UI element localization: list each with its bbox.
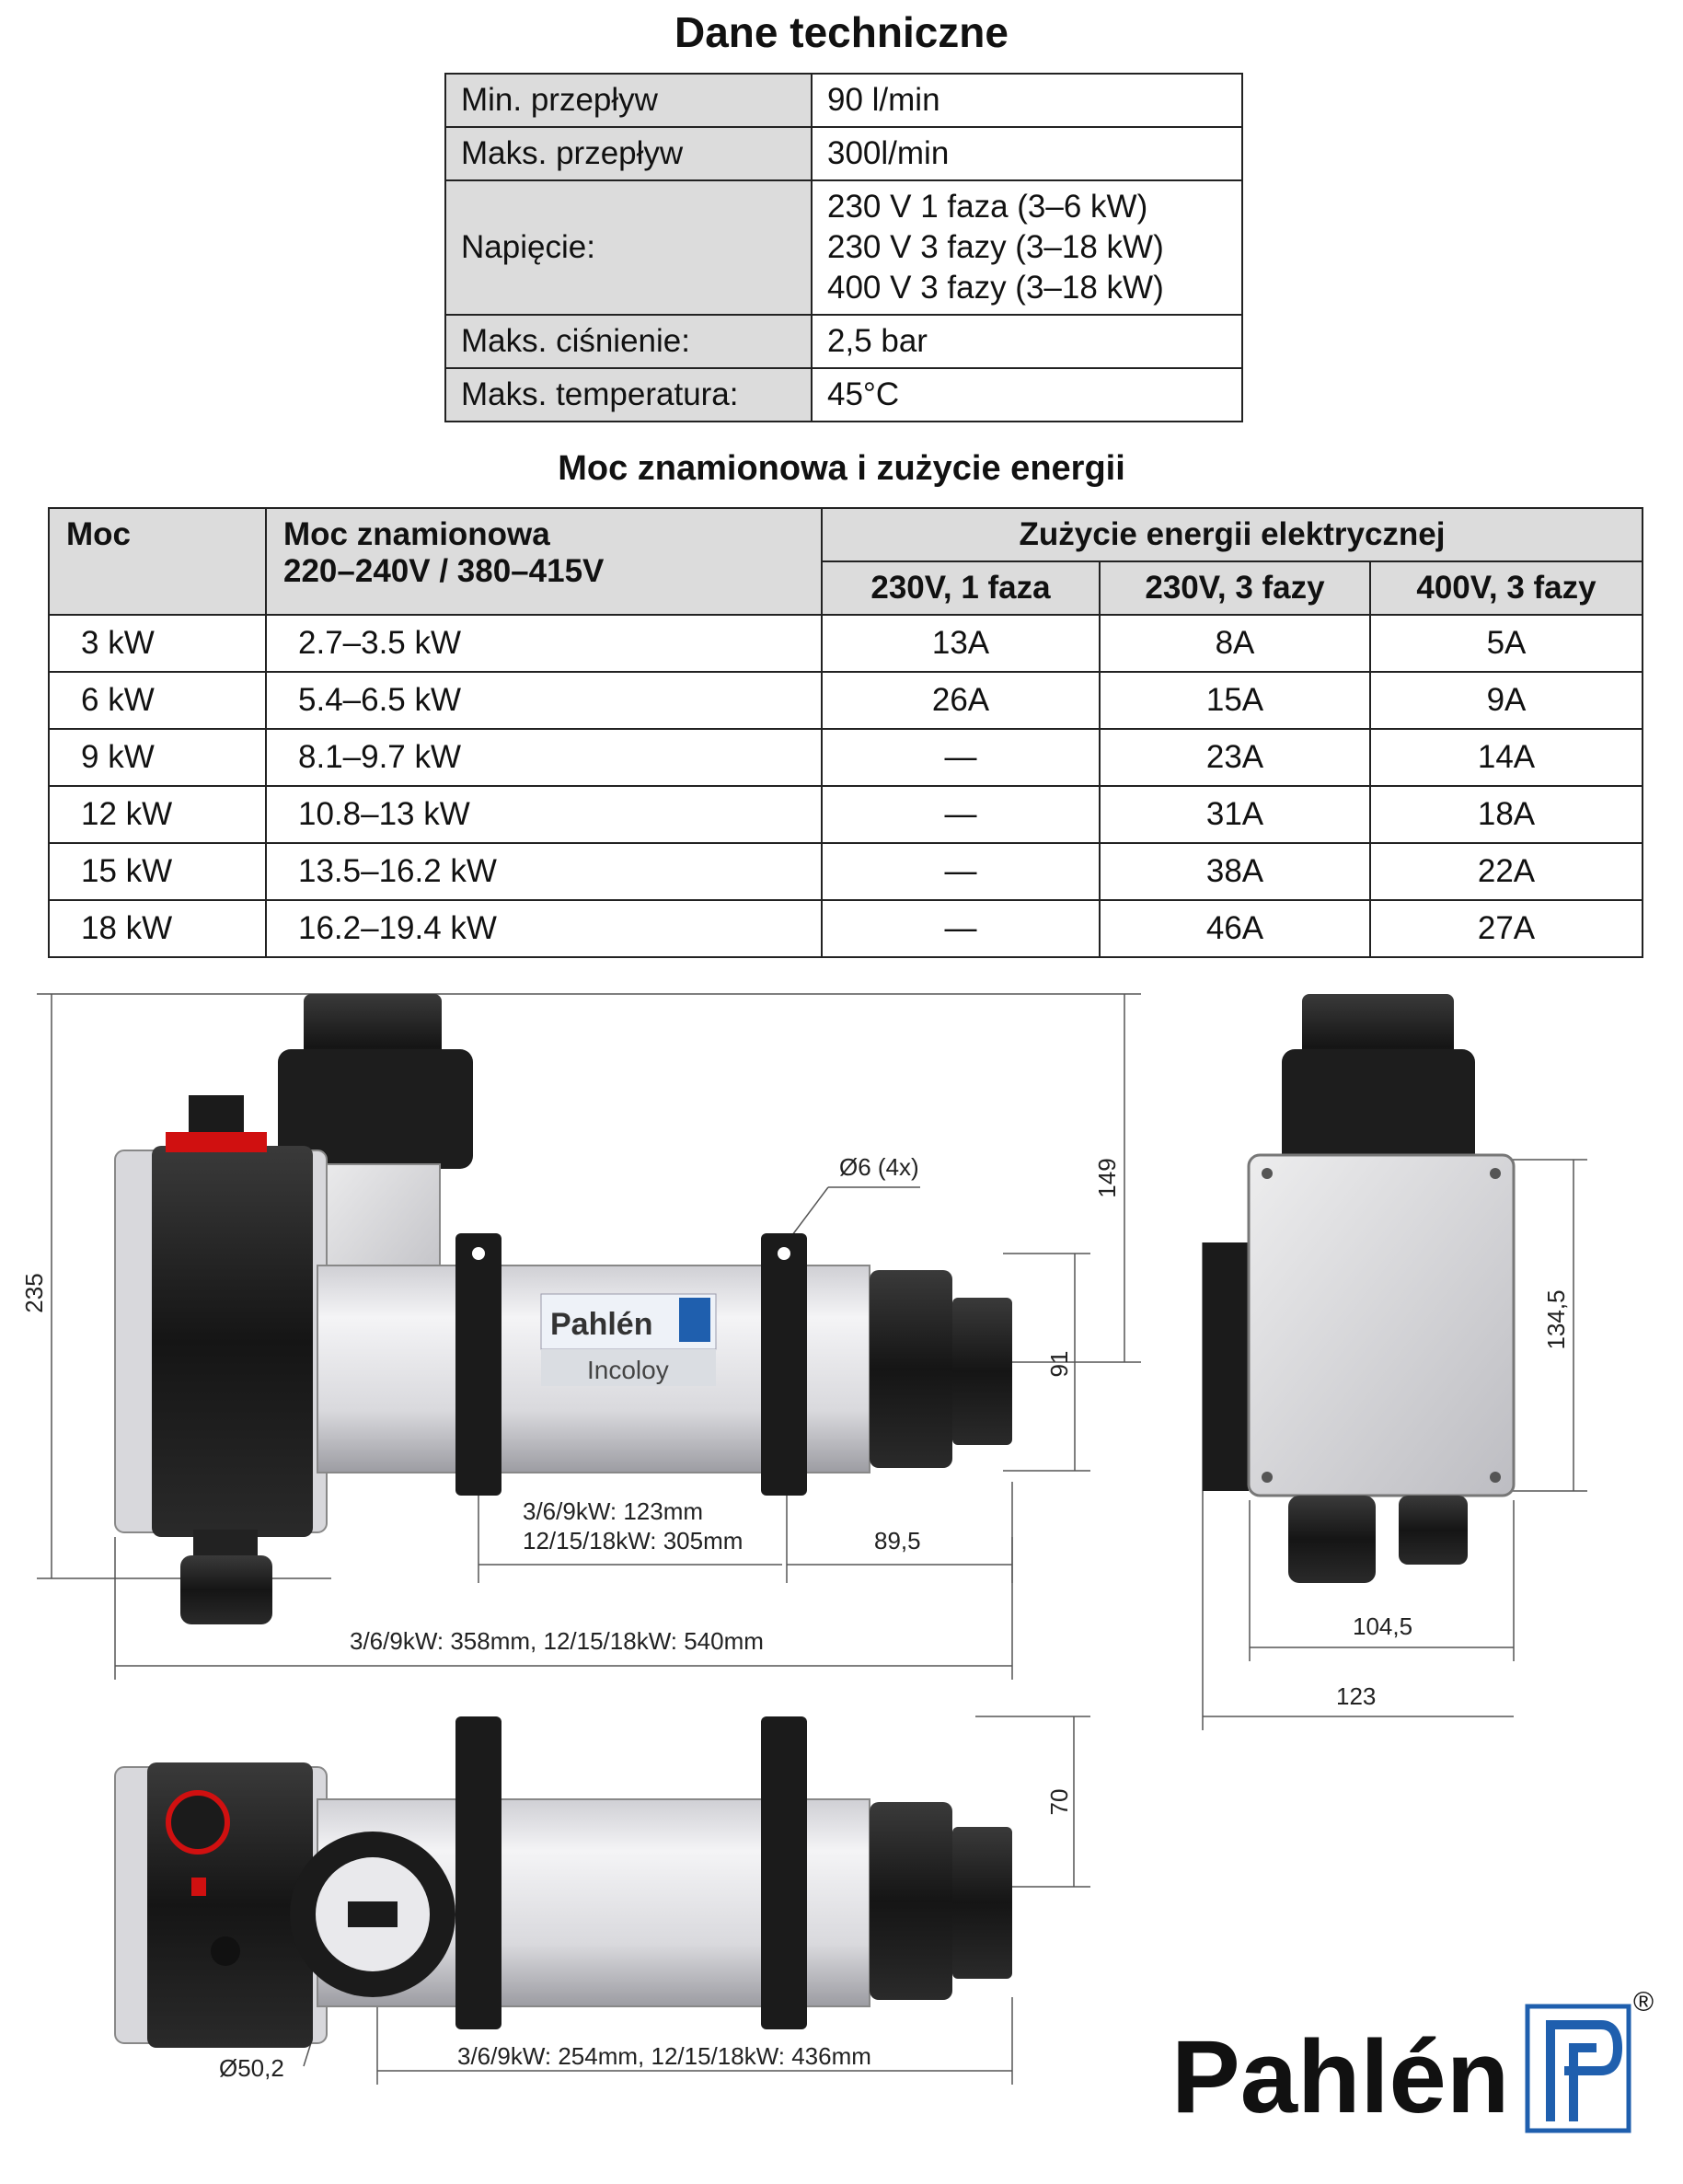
spec-row [445,315,1242,368]
power-consumption-table [48,507,1643,958]
col-header-rated [266,508,822,615]
cell-moc: 18 kW [49,900,266,957]
dim-134-5: 134,5 [1542,1289,1570,1350]
cell-3phase-230: 38A [1100,843,1370,900]
dim-91: 91 [1045,1350,1073,1378]
tube-brand-label: Pahlén [550,1307,653,1342]
power-row [49,786,1643,843]
col-header-3phase-400: 400V, 3 fazy [1370,561,1643,615]
cell-rated: 16.2–19.4 kW [266,900,822,957]
technical-data-table [444,73,1243,422]
cell-moc: 9 kW [49,729,266,786]
power-row [49,729,1643,786]
dim-total-length: 3/6/9kW: 358mm, 12/15/18kW: 540mm [350,1627,764,1655]
cell-1phase-230: — [822,729,1100,786]
spec-value-line: 45°C [827,376,900,412]
dim-89-5: 89,5 [874,1527,921,1554]
cell-1phase-230: — [822,900,1100,957]
spec-value [812,368,1242,422]
spec-value-line: 90 l/min [827,82,940,118]
spec-value [812,180,1242,315]
cell-1phase-230: — [822,786,1100,843]
spec-value-line: 300l/min [827,135,950,171]
power-row [49,900,1643,957]
power-table-title: Moc znamionowa i zużycie energii [558,449,1125,488]
spec-value [812,315,1242,368]
cell-rated: 5.4–6.5 kW [266,672,822,729]
col-header-moc: Moc [49,508,266,615]
front-view-drawing [20,994,1141,1680]
spec-label: Maks. przepływ [445,127,812,180]
spec-label: Napięcie: [445,180,812,315]
pahlen-logo [1171,1987,1654,2134]
rated-header-line2: 220–240V / 380–415V [283,553,605,589]
cell-moc: 6 kW [49,672,266,729]
tube-material-label: Incoloy [587,1356,669,1384]
spec-value-line: 2,5 bar [827,323,928,359]
dim-235: 235 [20,1273,48,1313]
logo-wordmark: Pahlén [1171,2019,1510,2134]
cell-3phase-400: 5A [1370,615,1643,672]
spec-value [812,127,1242,180]
registered-mark: ® [1633,1987,1654,2017]
spec-value-line: 230 V 3 fazy (3–18 kW) [827,229,1164,265]
spec-value-line: 230 V 1 faza (3–6 kW) [827,189,1148,225]
cell-rated: 2.7–3.5 kW [266,615,822,672]
cell-1phase-230: 26A [822,672,1100,729]
cell-moc: 15 kW [49,843,266,900]
cell-1phase-230: — [822,843,1100,900]
cell-3phase-230: 23A [1100,729,1370,786]
cell-3phase-400: 9A [1370,672,1643,729]
dim-length-top: 3/6/9kW: 254mm, 12/15/18kW: 436mm [457,2042,871,2070]
cell-3phase-400: 22A [1370,843,1643,900]
spec-row [445,368,1242,422]
cell-moc: 3 kW [49,615,266,672]
cell-3phase-230: 15A [1100,672,1370,729]
power-row [49,843,1643,900]
spec-row [445,74,1242,127]
technical-drawings [0,966,1683,2184]
side-view-drawing [1203,994,1587,1730]
spec-label: Maks. ciśnienie: [445,315,812,368]
dim-50-2: Ø50,2 [219,2054,284,2082]
col-header-1phase-230: 230V, 1 faza [822,561,1100,615]
dim-hole-diameter: Ø6 (4x) [839,1153,919,1181]
spec-value-line: 400 V 3 fazy (3–18 kW) [827,270,1164,306]
spec-label: Maks. temperatura: [445,368,812,422]
col-header-3phase-230: 230V, 3 fazy [1100,561,1370,615]
cell-3phase-230: 8A [1100,615,1370,672]
dim-length-large: 12/15/18kW: 305mm [523,1527,744,1554]
spec-row [445,127,1242,180]
cell-3phase-400: 14A [1370,729,1643,786]
cell-3phase-400: 27A [1370,900,1643,957]
dim-70: 70 [1045,1788,1073,1816]
rated-header-line1: Moc znamionowa [283,516,550,552]
power-row [49,615,1643,672]
power-row [49,672,1643,729]
cell-rated: 10.8–13 kW [266,786,822,843]
cell-rated: 13.5–16.2 kW [266,843,822,900]
cell-moc: 12 kW [49,786,266,843]
technical-data-title: Dane techniczne [674,8,1009,56]
spec-row [445,180,1242,315]
col-header-consumption: Zużycie energii elektrycznej [822,508,1643,561]
cell-3phase-230: 31A [1100,786,1370,843]
dim-149: 149 [1093,1158,1121,1198]
dim-length-small: 3/6/9kW: 123mm [523,1497,704,1525]
cell-3phase-230: 46A [1100,900,1370,957]
dim-123: 123 [1336,1682,1377,1710]
cell-1phase-230: 13A [822,615,1100,672]
cell-rated: 8.1–9.7 kW [266,729,822,786]
cell-3phase-400: 18A [1370,786,1643,843]
spec-value [812,74,1242,127]
top-view-drawing [115,1716,1090,2085]
dim-104-5: 104,5 [1353,1612,1413,1640]
spec-label: Min. przepływ [445,74,812,127]
